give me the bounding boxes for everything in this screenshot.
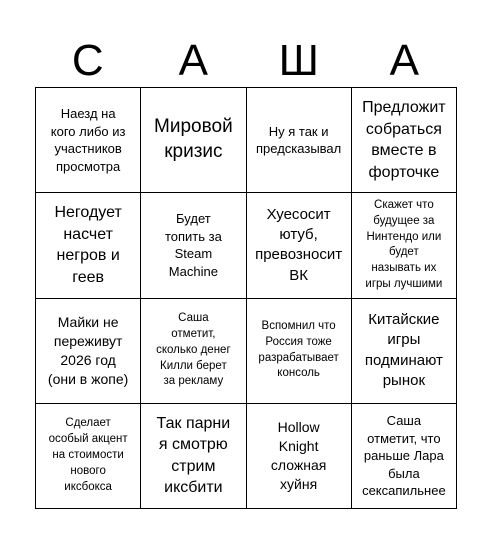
- bingo-cell[interactable]: [141, 299, 246, 404]
- bingo-cell-text: Наезд на кого либо из участников просмотра: [50, 106, 126, 174]
- bingo-cell[interactable]: [141, 193, 246, 298]
- bingo-cell-text: Китайские игры подминают рынок: [364, 311, 443, 389]
- bingo-cell-text: Сделает особый акцент на стоимости нового иксбокса: [48, 417, 128, 493]
- bingo-cell-text: Саша отметит, что раньше Лара была сексапильнее: [362, 413, 446, 499]
- bingo-cell[interactable]: [36, 404, 141, 509]
- bingo-cell[interactable]: [352, 88, 457, 193]
- bingo-cell[interactable]: [247, 88, 352, 193]
- bingo-cell-text: Будет топить за Steam Machine: [164, 211, 222, 279]
- bingo-cell-text: Негодует насчет негров и геев: [54, 204, 122, 286]
- title-letter-4: А: [389, 36, 419, 85]
- bingo-cell-text: Hollow Knight сложная хуйня: [270, 419, 327, 492]
- bingo-cell[interactable]: [36, 88, 141, 193]
- bingo-cell-text: Вспомнил что Россия тоже разрабатывает консоль: [258, 319, 339, 380]
- bingo-cell-text: Хуесосит ютуб, превозносит ВК: [255, 205, 343, 284]
- bingo-cell[interactable]: [247, 404, 352, 509]
- bingo-cell[interactable]: [247, 193, 352, 298]
- bingo-grid: [35, 87, 457, 509]
- bingo-cell[interactable]: [36, 299, 141, 404]
- title-letter-2: А: [178, 36, 208, 85]
- bingo-cell[interactable]: [36, 193, 141, 298]
- bingo-cell-text: Саша отметит, сколько денег Килли берет за рекламу: [156, 311, 231, 388]
- bingo-cell-text: Предложит собраться вместе в форточке: [362, 98, 446, 181]
- bingo-cell[interactable]: [352, 299, 457, 404]
- bingo-cell-text: Скажет что будущее за Нинтендо или будет называть их игры лучшими: [365, 198, 443, 291]
- bingo-cell-text: Так парни я смотрю стрим иксбити: [156, 414, 231, 497]
- bingo-cell-text: Майки не переживут 2026 год (они в жопе): [47, 313, 129, 387]
- bingo-cell[interactable]: [247, 299, 352, 404]
- bingo-cell[interactable]: [141, 404, 246, 509]
- bingo-cell-text: Ну я так и предсказывал: [256, 123, 342, 157]
- bingo-cell[interactable]: [352, 404, 457, 509]
- bingo-cell[interactable]: [141, 88, 246, 193]
- bingo-cell[interactable]: [352, 193, 457, 298]
- title-letter-3: Ш: [278, 36, 319, 85]
- bingo-title: [35, 35, 457, 87]
- bingo-cell-text: Мировой кризис: [154, 116, 233, 163]
- title-letter-1: С: [71, 36, 104, 85]
